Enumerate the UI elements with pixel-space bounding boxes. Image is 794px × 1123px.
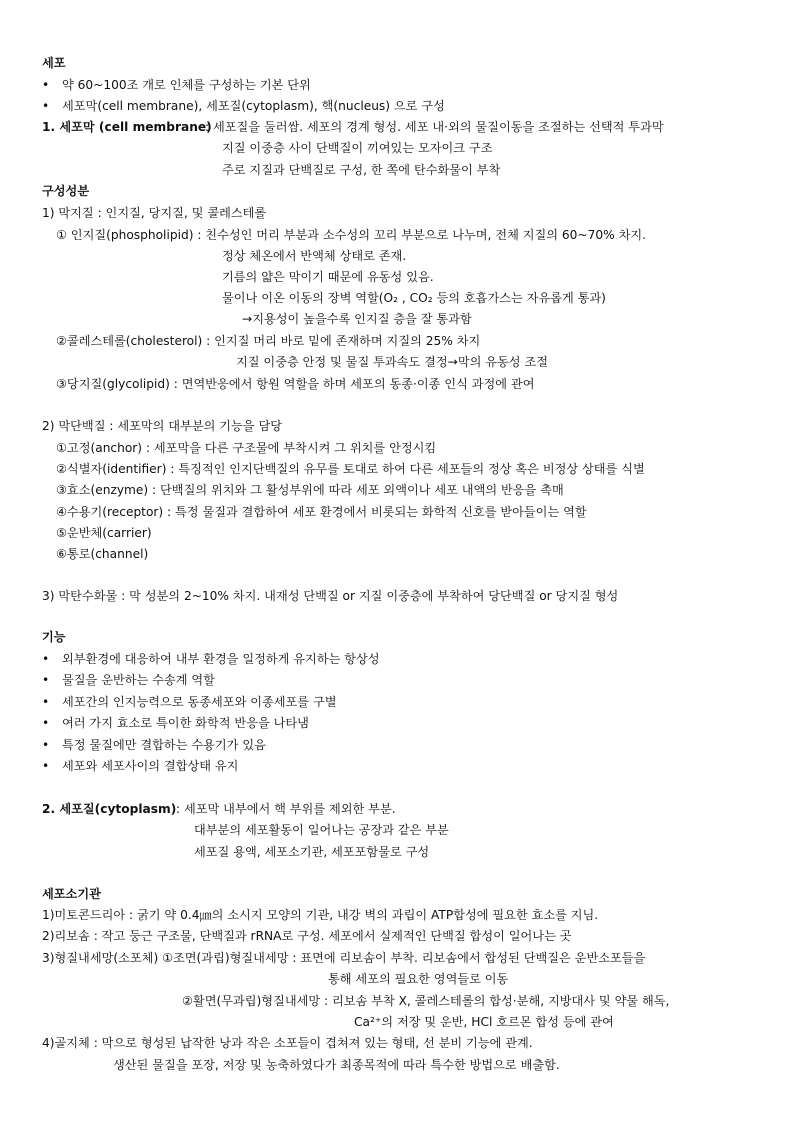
cholesterol-line-2: 지질 이중층 안정 및 물질 투과속도 결정→막의 유동성 조절 <box>236 355 548 369</box>
protein-item-2: ②식별자(identifier) : 특징적인 인지단백질의 유무를 토대로 하여 다른 세포들의 정상 혹은 비정상 상태를 식별 <box>56 462 645 476</box>
section-title-cell: 세포 <box>42 56 66 70</box>
membrane-desc-1: : 세포질을 둘러쌈. 세포의 경계 형성. 세포 내·외의 물질이동을 조절하는 선택적 투과막 <box>205 120 664 134</box>
bullet-glyph: • <box>42 738 50 752</box>
cytoplasm-heading: 2. 세포질(cytoplasm) <box>42 802 177 816</box>
organelle-mitochondria: 1)미토콘드리아 : 굵기 약 0.4㎛의 소시지 모양의 기관, 내강 벽의 과립이 ATP합성에 필요한 효소를 지님. <box>42 908 599 922</box>
function-bullet-5: 특정 물질에만 결합하는 수용기가 있음 <box>62 738 266 752</box>
protein-title: 2) 막단백질 : 세포막의 대부분의 기능을 담당 <box>42 419 283 433</box>
function-bullet-4: 여러 가지 효소로 특이한 화학적 반응을 나타냄 <box>62 716 309 730</box>
function-bullet-1: 외부환경에 대응하여 내부 환경을 일정하게 유지하는 항상성 <box>62 652 380 666</box>
organelle-er-smooth: ②활면(무과립)형질내세망 : 리보솜 부착 X, 콜레스테롤의 합성·분해, 지방대사 및 약물 해독, <box>182 994 670 1008</box>
bullet-glyph: • <box>42 99 50 113</box>
bullet-glyph: • <box>42 695 50 709</box>
cytoplasm-desc-3: 세포질 용액, 세포소기관, 세포포함물로 구성 <box>194 845 430 859</box>
membrane-desc-2: 지질 이중층 사이 단백질이 끼여있는 모자이크 구조 <box>222 141 493 155</box>
components-heading: 구성성분 <box>42 184 90 198</box>
intro-bullet-1: 약 60~100조 개로 인체를 구성하는 기본 단위 <box>62 78 311 92</box>
bullet-glyph: • <box>42 78 50 92</box>
organelle-ribosome: 2)리보솜 : 작고 둥근 구조물, 단백질과 rRNA로 구성. 세포에서 실제적인 단백질 합성이 일어나는 곳 <box>42 929 572 943</box>
phospholipid-line-4: 물이나 이온 이동의 장벽 역할(O₂ , CO₂ 등의 호흡가스는 자유롭게 통과) <box>222 291 606 305</box>
protein-item-5: ⑤운반체(carrier) <box>56 526 152 540</box>
glycolipid-line: ③당지질(glycolipid) : 면역반응에서 항원 역할을 하며 세포의 동종·이종 인식 과정에 관여 <box>56 377 535 391</box>
protein-item-4: ④수용기(receptor) : 특정 물질과 결합하여 세포 환경에서 비롯되는 화학적 신호를 받아들이는 역할 <box>56 505 587 519</box>
bullet-glyph: • <box>42 652 50 666</box>
carbohydrate-title: 3) 막탄수화물 : 막 성분의 2~10% 차지. 내재성 단백질 or 지질 이중층에 부착하여 당단백질 or 당지질 형성 <box>42 589 619 603</box>
protein-item-1: ①고정(anchor) : 세포막을 다른 구조물에 부착시켜 그 위치를 안정시킴 <box>56 441 437 455</box>
function-bullet-3: 세포간의 인지능력으로 동종세포와 이종세포를 구별 <box>62 695 337 709</box>
cytoplasm-desc-2: 대부분의 세포활동이 일어나는 공장과 같은 부분 <box>194 823 449 837</box>
membrane-heading: 1. 세포막 (cell membrane) <box>42 120 212 134</box>
organelle-er-smooth-cont: Ca²⁺의 저장 및 운반, HCl 호르몬 합성 등에 관여 <box>354 1015 614 1029</box>
protein-item-6: ⑥통로(channel) <box>56 547 149 561</box>
cytoplasm-desc-1: : 세포막 내부에서 핵 부위를 제외한 부분. <box>176 802 396 816</box>
function-bullet-2: 물질을 운반하는 수송계 역할 <box>62 673 215 687</box>
cholesterol-line-1: ②콜레스테롤(cholesterol) : 인지질 머리 바로 밑에 존재하며 지질의 25% 차지 <box>56 334 481 348</box>
bullet-glyph: • <box>42 673 50 687</box>
functions-heading: 기능 <box>42 630 66 644</box>
organelles-heading: 세포소기관 <box>42 887 101 901</box>
phospholipid-line-3: 기름의 얇은 막이기 때문에 유동성 있음. <box>222 270 434 284</box>
intro-bullet-2: 세포막(cell membrane), 세포질(cytoplasm), 핵(nucleus) 으로 구성 <box>62 99 445 113</box>
membrane-desc-3: 주로 지질과 단백질로 구성, 한 쪽에 탄수화물이 부착 <box>222 163 501 177</box>
bullet-glyph: • <box>42 759 50 773</box>
organelle-er-rough-cont: 통해 세포의 필요한 영역들로 이동 <box>328 972 509 986</box>
protein-item-3: ③효소(enzyme) : 단백질의 위치와 그 활성부위에 따라 세포 외액이나 세포 내액의 반응을 촉매 <box>56 483 564 497</box>
organelle-golgi-cont: 생산된 물질을 포장, 저장 및 농축하였다가 최종목적에 따라 특수한 방법으로 배출함. <box>113 1058 560 1072</box>
organelle-golgi: 4)골지체 : 막으로 형성된 납작한 낭과 작은 소포들이 겹쳐져 있는 형태, 선 분비 기능에 관계. <box>42 1036 533 1050</box>
bullet-glyph: • <box>42 716 50 730</box>
phospholipid-line-1: ① 인지질(phospholipid) : 친수성인 머리 부분과 소수성의 꼬리 부분으로 나누며, 전체 지질의 60~70% 차지. <box>56 228 647 242</box>
function-bullet-6: 세포와 세포사이의 결합상태 유지 <box>62 759 239 773</box>
phospholipid-line-2: 정상 체온에서 반액체 상태로 존재. <box>222 249 407 263</box>
lipid-title: 1) 막지질 : 인지질, 당지질, 및 콜레스테롤 <box>42 206 267 220</box>
organelle-er-rough: 3)형질내세망(소포체) ①조면(과립)형질내세망 : 표면에 리보솜이 부착. 리보솜에서 합성된 단백질은 운반소포들을 <box>42 951 646 965</box>
phospholipid-line-5: →지용성이 높을수록 인지질 층을 잘 통과함 <box>242 312 472 326</box>
